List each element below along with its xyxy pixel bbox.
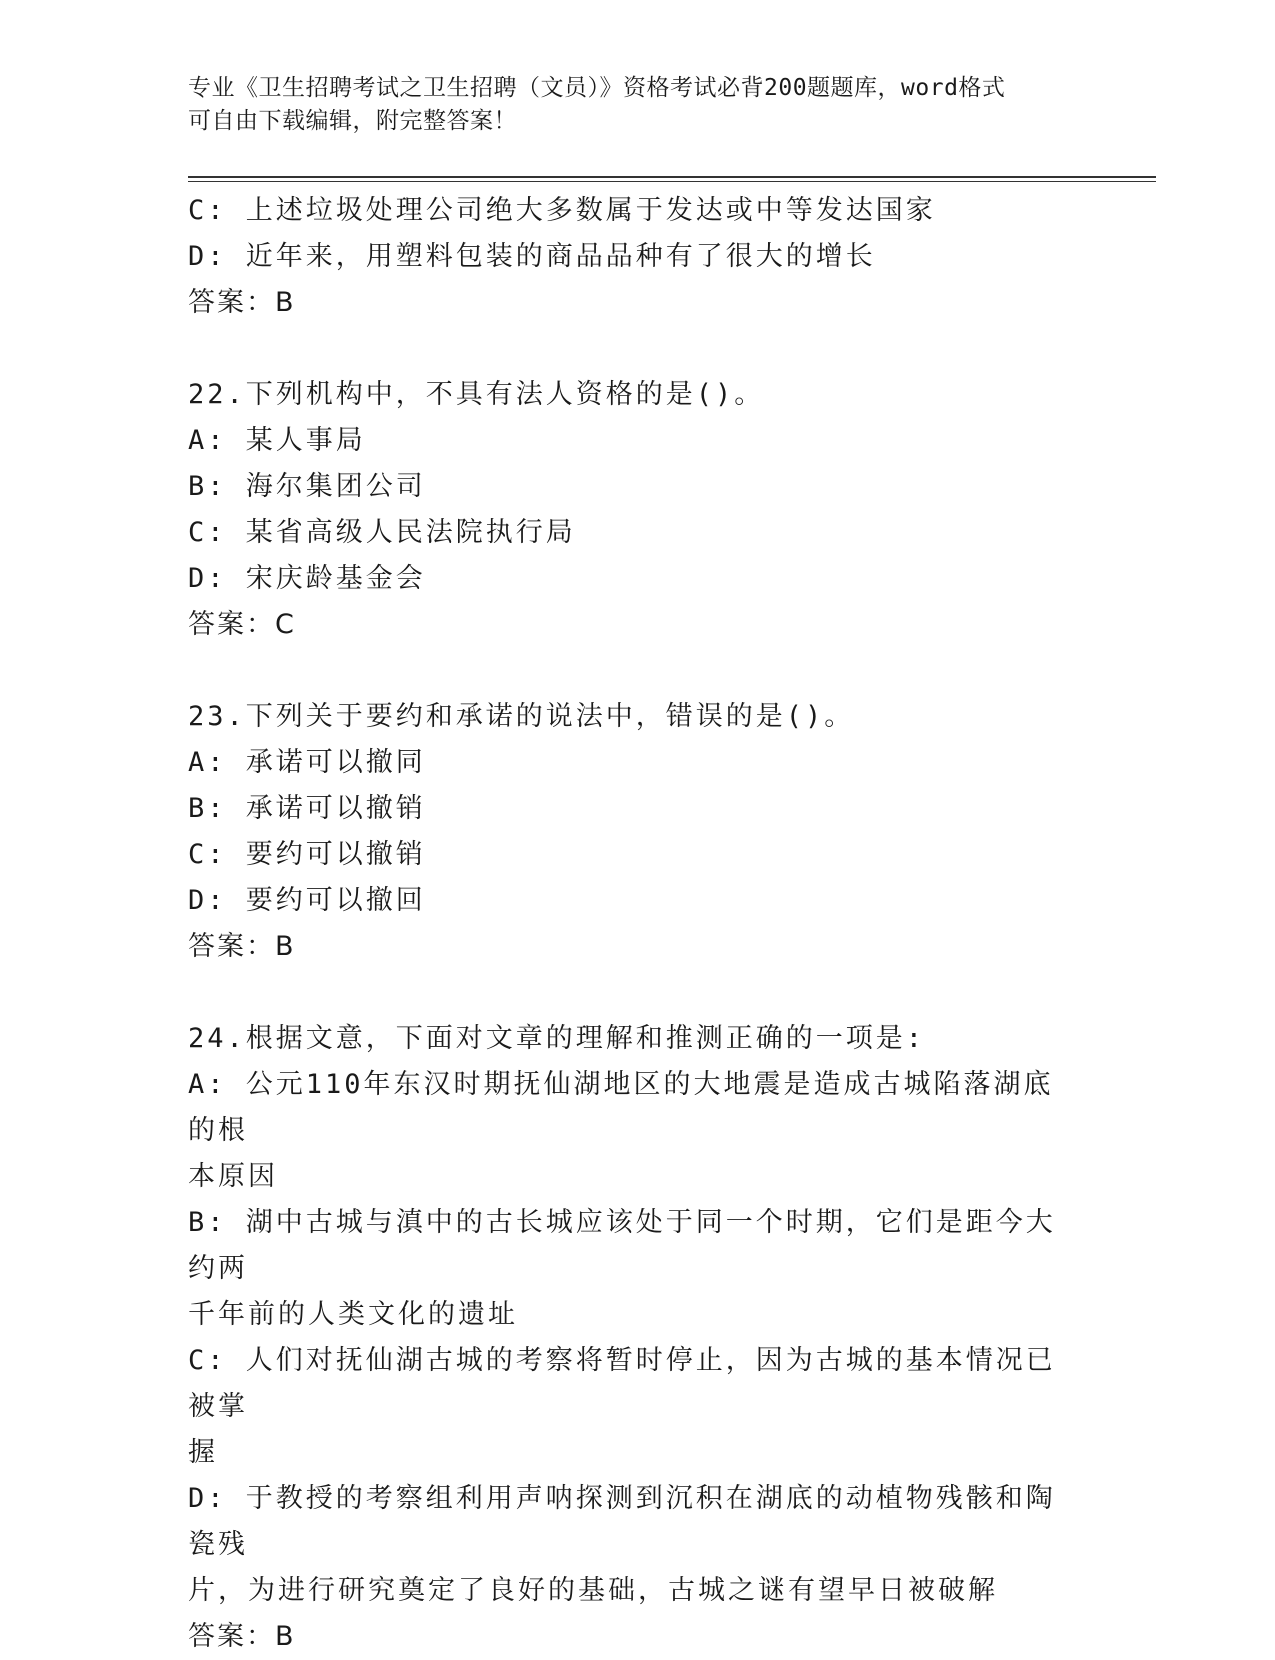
question-text: 23.下列关于要约和承诺的说法中，错误的是()。 bbox=[188, 701, 855, 732]
option-b-line-2: 千年前的人类文化的遗址 bbox=[188, 1299, 518, 1330]
header-divider-thin bbox=[188, 181, 1156, 182]
option-a-line-2: 本原因 bbox=[188, 1161, 278, 1192]
option-c-line-1: C: 人们对抚仙湖古城的考察将暂时停止，因为古城的基本情况已被掌 bbox=[188, 1345, 1056, 1422]
answer: 答案：B bbox=[188, 287, 296, 318]
previous-question-tail bbox=[188, 188, 1068, 326]
option-a: A: 某人事局 bbox=[188, 425, 366, 456]
option-d: D: 近年来，用塑料包装的商品品种有了很大的增长 bbox=[188, 241, 876, 272]
option-d: D: 宋庆龄基金会 bbox=[188, 563, 426, 594]
option-a-line-1: A: 公元110年东汉时期抚仙湖地区的大地震是造成古城陷落湖底的根 bbox=[188, 1069, 1054, 1146]
option-b-line-1: B: 湖中古城与滇中的古长城应该处于同一个时期，它们是距今大约两 bbox=[188, 1207, 1056, 1284]
header-line-2: 可自由下载编辑，附完整答案！ bbox=[188, 108, 517, 134]
option-c: C: 上述垃圾处理公司绝大多数属于发达或中等发达国家 bbox=[188, 195, 936, 226]
question-list bbox=[188, 188, 1068, 1660]
header-line-1: 专业《卫生招聘考试之卫生招聘（文员）》资格考试必背200题题库，word格式 bbox=[188, 75, 1006, 101]
question-text: 24.根据文意，下面对文章的理解和推测正确的一项是: bbox=[188, 1023, 926, 1054]
spacer bbox=[188, 648, 1068, 694]
option-d: D: 要约可以撤回 bbox=[188, 885, 426, 916]
option-d-line-1: D: 于教授的考察组利用声呐探测到沉积在湖底的动植物残骸和陶瓷残 bbox=[188, 1483, 1056, 1560]
header-divider-thick bbox=[188, 176, 1156, 178]
answer: 答案：B bbox=[188, 931, 296, 962]
answer: 答案：B bbox=[188, 1621, 296, 1652]
spacer bbox=[188, 970, 1068, 1016]
option-c: C: 要约可以撤销 bbox=[188, 839, 426, 870]
question-text: 22.下列机构中，不具有法人资格的是()。 bbox=[188, 379, 765, 410]
option-c: C: 某省高级人民法院执行局 bbox=[188, 517, 576, 548]
option-c-line-2: 握 bbox=[188, 1437, 218, 1468]
option-b: B: 承诺可以撤销 bbox=[188, 793, 426, 824]
spacer bbox=[188, 326, 1068, 372]
option-a: A: 承诺可以撤同 bbox=[188, 747, 426, 778]
answer: 答案：C bbox=[188, 609, 296, 640]
option-d-line-2: 片，为进行研究奠定了良好的基础，古城之谜有望早日被破解 bbox=[188, 1575, 998, 1606]
document-header bbox=[188, 72, 1088, 138]
option-b: B: 海尔集团公司 bbox=[188, 471, 426, 502]
question-23 bbox=[188, 694, 1068, 970]
question-24 bbox=[188, 1016, 1068, 1660]
question-22 bbox=[188, 372, 1068, 648]
